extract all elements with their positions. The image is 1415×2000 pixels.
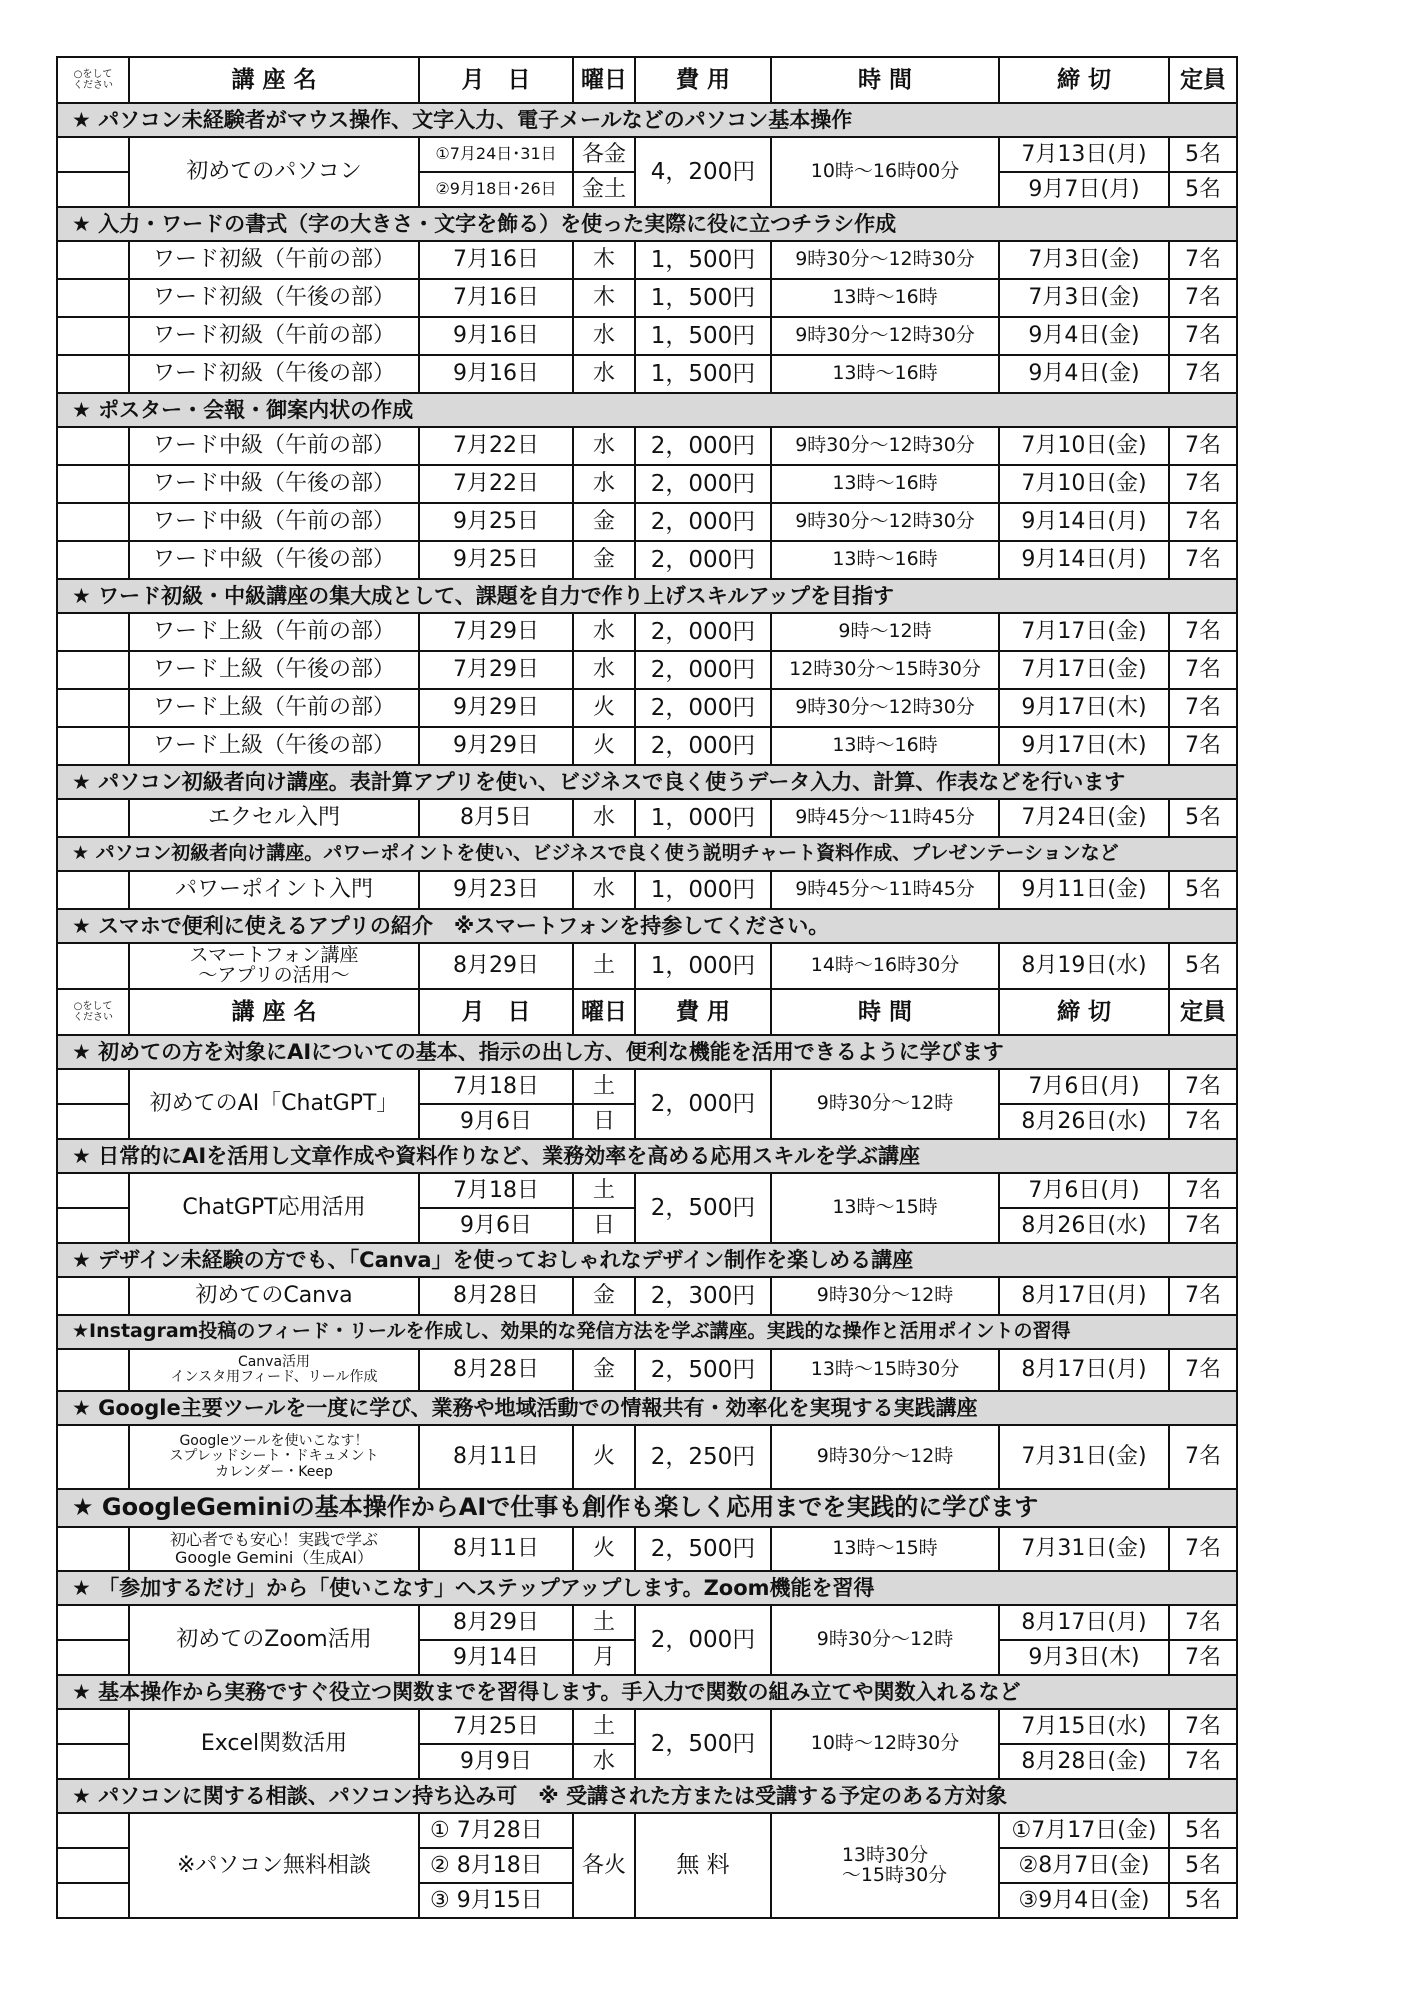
course-day: 水 — [573, 355, 635, 393]
course-time: 13時～16時 — [771, 279, 999, 317]
course-day: 火 — [573, 1425, 635, 1489]
course-time: 10時～12時30分 — [771, 1709, 999, 1779]
course-deadline: 8月17日(月) — [999, 1349, 1169, 1391]
course-date: 9月16日 — [419, 317, 573, 355]
course-time: 9時30分～12時 — [771, 1277, 999, 1315]
table-row — [57, 1069, 1237, 1104]
course-deadline: 7月17日(金) — [999, 613, 1169, 651]
course-capacity: 7名 — [1169, 1277, 1237, 1315]
course-name: ワード初級（午後の部） — [129, 355, 419, 393]
course-fee: 2，500円 — [635, 1709, 771, 1779]
check-box[interactable] — [57, 279, 129, 317]
course-capacity: 5名 — [1169, 172, 1237, 207]
course-date: 7月18日 — [419, 1069, 573, 1104]
course-name: ※パソコン無料相談 — [129, 1813, 419, 1918]
course-capacity: 7名 — [1169, 541, 1237, 579]
table-row — [57, 465, 1237, 503]
table-row — [57, 317, 1237, 355]
table-row — [57, 689, 1237, 727]
section-title: ★ 基本操作から実務ですぐ役立つ関数までを習得します。手入力で関数の組み立てや関数入れるなど — [57, 1675, 1237, 1709]
course-date: 8月29日 — [419, 943, 573, 989]
course-name: エクセル入門 — [129, 799, 419, 837]
course-date: 9月14日 — [419, 1640, 573, 1675]
check-box[interactable] — [57, 943, 129, 989]
course-date: 7月29日 — [419, 613, 573, 651]
course-name: ワード初級（午前の部） — [129, 241, 419, 279]
course-fee: 2，000円 — [635, 689, 771, 727]
course-fee: 無 料 — [635, 1813, 771, 1918]
section-title: ★ デザイン未経験の方でも、「Canva」を使っておしゃれなデザイン制作を楽しめる講座 — [57, 1243, 1237, 1277]
course-capacity: 7名 — [1169, 427, 1237, 465]
course-date: ①7月24日･31日 — [419, 137, 573, 172]
course-capacity: 7名 — [1169, 1527, 1237, 1571]
check-box[interactable] — [57, 799, 129, 837]
section-title: ★ 日常的にAIを活用し文章作成や資料作りなど、業務効率を高める応用スキルを学ぶ講座 — [57, 1139, 1237, 1173]
course-date: 9月25日 — [419, 503, 573, 541]
section-title: ★ GoogleGeminiの基本操作からAIで仕事も創作も楽しく応用までを実践的に学びます — [57, 1489, 1237, 1527]
course-day: 木 — [573, 279, 635, 317]
section-title: ★ 入力・ワードの書式（字の大きさ・文字を飾る）を使った実際に役に立つチラシ作成 — [57, 207, 1237, 241]
course-fee: 1，500円 — [635, 241, 771, 279]
course-deadline: 7月10日(金) — [999, 427, 1169, 465]
table-row — [57, 613, 1237, 651]
course-date: 8月28日 — [419, 1277, 573, 1315]
table-row — [57, 799, 1237, 837]
course-day: 金 — [573, 1349, 635, 1391]
course-fee: 2，300円 — [635, 1277, 771, 1315]
table-row — [57, 1277, 1237, 1315]
course-capacity: 5名 — [1169, 799, 1237, 837]
course-date: 9月16日 — [419, 355, 573, 393]
course-fee: 2，000円 — [635, 727, 771, 765]
course-fee: 1，500円 — [635, 279, 771, 317]
course-fee: 2，250円 — [635, 1425, 771, 1489]
course-day: 水 — [573, 427, 635, 465]
course-date: 7月16日 — [419, 241, 573, 279]
course-deadline: 7月6日(月) — [999, 1173, 1169, 1208]
course-day: 月 — [573, 1640, 635, 1675]
course-day: 土 — [573, 1069, 635, 1104]
table-row — [57, 1813, 1237, 1848]
course-time: 13時～15時30分 — [771, 1349, 999, 1391]
course-name: 初めてのCanva — [129, 1277, 419, 1315]
course-name: パワーポイント入門 — [129, 871, 419, 909]
check-box[interactable] — [57, 1069, 129, 1104]
course-date: 7月22日 — [419, 427, 573, 465]
course-day: 金 — [573, 503, 635, 541]
section-title: ★ パソコンに関する相談、パソコン持ち込み可 ※ 受講された方または受講する予定のある方対象 — [57, 1779, 1237, 1813]
course-day: 水 — [573, 465, 635, 503]
table-row — [57, 427, 1237, 465]
course-name: 初心者でも安心！実践で学ぶ Google Gemini（生成AI） — [129, 1527, 419, 1571]
check-box[interactable] — [57, 1605, 129, 1640]
table-row — [57, 279, 1237, 317]
check-box[interactable] — [57, 1709, 129, 1744]
course-fee: 2，000円 — [635, 1605, 771, 1675]
check-box[interactable] — [57, 1349, 129, 1391]
course-date: ② 8月18日 — [419, 1848, 573, 1883]
header-deadline: 締 切 — [999, 57, 1169, 103]
course-date: 9月9日 — [419, 1744, 573, 1779]
header-date: 月 日 — [419, 989, 573, 1035]
course-day: 各金 — [573, 137, 635, 172]
header-course: 講 座 名 — [129, 989, 419, 1035]
course-date: 8月29日 — [419, 1605, 573, 1640]
header-mark: ○をして ください — [57, 989, 129, 1035]
course-deadline: 8月17日(月) — [999, 1605, 1169, 1640]
course-capacity: 7名 — [1169, 1640, 1237, 1675]
course-day: 金 — [573, 541, 635, 579]
table-row — [57, 943, 1237, 989]
check-box[interactable] — [57, 1813, 129, 1848]
course-day: 各火 — [573, 1813, 635, 1918]
section-title: ★ パソコン未経験者がマウス操作、文字入力、電子メールなどのパソコン基本操作 — [57, 103, 1237, 137]
course-date: 9月25日 — [419, 541, 573, 579]
table-row — [57, 1173, 1237, 1208]
course-deadline: 7月13日(月) — [999, 137, 1169, 172]
course-day: 土 — [573, 1605, 635, 1640]
check-box[interactable] — [57, 689, 129, 727]
course-time: 9時30分～12時 — [771, 1605, 999, 1675]
course-deadline: 7月17日(金) — [999, 651, 1169, 689]
header-fee: 費 用 — [635, 989, 771, 1035]
course-day: 水 — [573, 1744, 635, 1779]
course-capacity: 7名 — [1169, 1069, 1237, 1104]
course-deadline: 9月4日(金) — [999, 355, 1169, 393]
check-box[interactable] — [57, 613, 129, 651]
table-header — [57, 989, 1237, 1035]
table-row — [57, 503, 1237, 541]
check-box[interactable] — [57, 172, 129, 207]
course-fee: 2，500円 — [635, 1173, 771, 1243]
course-name: ワード上級（午前の部） — [129, 613, 419, 651]
course-time: 14時～16時30分 — [771, 943, 999, 989]
course-fee: 2，500円 — [635, 1349, 771, 1391]
course-fee: 2，000円 — [635, 651, 771, 689]
course-deadline: ③9月4日(金) — [999, 1883, 1169, 1918]
check-box[interactable] — [57, 503, 129, 541]
course-name: Excel関数活用 — [129, 1709, 419, 1779]
course-fee: 2，500円 — [635, 1527, 771, 1571]
course-capacity: 7名 — [1169, 727, 1237, 765]
course-deadline: 9月17日(木) — [999, 727, 1169, 765]
course-date: ②9月18日･26日 — [419, 172, 573, 207]
course-deadline: ②8月7日(金) — [999, 1848, 1169, 1883]
header-capacity: 定員 — [1169, 989, 1237, 1035]
table-row — [57, 651, 1237, 689]
course-name: ワード初級（午後の部） — [129, 279, 419, 317]
course-name: Canva活用 インスタ用フィード、リール作成 — [129, 1349, 419, 1391]
course-deadline: 9月4日(金) — [999, 317, 1169, 355]
check-box[interactable] — [57, 317, 129, 355]
section-title: ★ Google主要ツールを一度に学び、業務や地域活動での情報共有・効率化を実現する実践講座 — [57, 1391, 1237, 1425]
course-name: スマートフォン講座 ～アプリの活用～ — [129, 943, 419, 989]
course-date: 9月23日 — [419, 871, 573, 909]
course-date: 7月25日 — [419, 1709, 573, 1744]
course-capacity: 5名 — [1169, 943, 1237, 989]
course-day: 水 — [573, 651, 635, 689]
check-box[interactable] — [57, 427, 129, 465]
course-capacity: 7名 — [1169, 1208, 1237, 1243]
course-fee: 2，000円 — [635, 1069, 771, 1139]
course-name: ワード中級（午前の部） — [129, 503, 419, 541]
course-fee: 2，000円 — [635, 541, 771, 579]
course-capacity: 5名 — [1169, 1848, 1237, 1883]
course-date: 8月11日 — [419, 1527, 573, 1571]
course-name: Googleツールを使いこなす！ スプレッドシート・ドキュメント カレンダー・Keep — [129, 1425, 419, 1489]
check-box[interactable] — [57, 1173, 129, 1208]
course-fee: 1，000円 — [635, 943, 771, 989]
course-fee: 2，000円 — [635, 465, 771, 503]
course-deadline: 8月19日(水) — [999, 943, 1169, 989]
course-deadline: 9月3日(木) — [999, 1640, 1169, 1675]
course-date: 8月5日 — [419, 799, 573, 837]
table-row — [57, 137, 1237, 172]
course-time: 13時～15時 — [771, 1527, 999, 1571]
course-capacity: 7名 — [1169, 1744, 1237, 1779]
course-capacity: 7名 — [1169, 1605, 1237, 1640]
check-box[interactable] — [57, 1640, 129, 1675]
course-fee: 1，500円 — [635, 317, 771, 355]
course-date: 7月18日 — [419, 1173, 573, 1208]
table-header — [57, 57, 1237, 103]
course-day: 水 — [573, 613, 635, 651]
check-box[interactable] — [57, 541, 129, 579]
course-deadline: 7月15日(水) — [999, 1709, 1169, 1744]
course-table — [56, 56, 1238, 1919]
course-date: 9月29日 — [419, 727, 573, 765]
course-date: 7月22日 — [419, 465, 573, 503]
course-name: 初めてのAI「ChatGPT」 — [129, 1069, 419, 1139]
course-deadline: 7月6日(月) — [999, 1069, 1169, 1104]
course-date: 9月6日 — [419, 1104, 573, 1139]
course-fee: 4，200円 — [635, 137, 771, 207]
course-deadline: 9月11日(金) — [999, 871, 1169, 909]
course-time: 13時～16時 — [771, 355, 999, 393]
course-day: 火 — [573, 689, 635, 727]
course-day: 土 — [573, 1173, 635, 1208]
section-title: ★ ポスター・会報・御案内状の作成 — [57, 393, 1237, 427]
course-day: 水 — [573, 871, 635, 909]
course-time: 9時30分～12時 — [771, 1425, 999, 1489]
course-deadline: 7月24日(金) — [999, 799, 1169, 837]
header-day: 曜日 — [573, 57, 635, 103]
course-time: 9時30分～12時30分 — [771, 317, 999, 355]
course-fee: 2，000円 — [635, 427, 771, 465]
course-day: 土 — [573, 943, 635, 989]
course-time: 9時30分～12時30分 — [771, 689, 999, 727]
check-box[interactable] — [57, 1425, 129, 1489]
course-name: 初めてのパソコン — [129, 137, 419, 207]
course-time: 9時30分～12時30分 — [771, 241, 999, 279]
course-capacity: 7名 — [1169, 465, 1237, 503]
course-day: 水 — [573, 799, 635, 837]
course-name: ワード上級（午前の部） — [129, 689, 419, 727]
check-box[interactable] — [57, 1883, 129, 1918]
header-date: 月 日 — [419, 57, 573, 103]
check-box[interactable] — [57, 1744, 129, 1779]
course-time: 13時～15時 — [771, 1173, 999, 1243]
section-title: ★ 「参加するだけ」から「使いこなす」へステップアップします。Zoom機能を習得 — [57, 1571, 1237, 1605]
header-mark: ○をして ください — [57, 57, 129, 103]
course-date: 9月29日 — [419, 689, 573, 727]
section-title: ★ パソコン初級者向け講座。パワーポイントを使い、ビジネスで良く使う説明チャート資料作成、プレゼンテーションなど — [57, 837, 1237, 871]
course-deadline: 8月26日(水) — [999, 1208, 1169, 1243]
table-row — [57, 727, 1237, 765]
course-date: 7月29日 — [419, 651, 573, 689]
course-time: 9時45分～11時45分 — [771, 871, 999, 909]
course-deadline: 8月17日(月) — [999, 1277, 1169, 1315]
course-capacity: 7名 — [1169, 279, 1237, 317]
course-capacity: 7名 — [1169, 651, 1237, 689]
header-time: 時 間 — [771, 989, 999, 1035]
course-capacity: 7名 — [1169, 689, 1237, 727]
table-row — [57, 871, 1237, 909]
course-capacity: 5名 — [1169, 871, 1237, 909]
course-day: 木 — [573, 241, 635, 279]
table-row — [57, 1425, 1237, 1489]
section-title: ★ スマホで便利に使えるアプリの紹介 ※スマートフォンを持参してください。 — [57, 909, 1237, 943]
check-box[interactable] — [57, 1104, 129, 1139]
check-box[interactable] — [57, 727, 129, 765]
course-day: 日 — [573, 1208, 635, 1243]
course-date: ① 7月28日 — [419, 1813, 573, 1848]
course-name: ワード中級（午前の部） — [129, 427, 419, 465]
course-deadline: 8月26日(水) — [999, 1104, 1169, 1139]
course-fee: 1，000円 — [635, 799, 771, 837]
table-row — [57, 1527, 1237, 1571]
course-deadline: 7月3日(金) — [999, 279, 1169, 317]
check-box[interactable] — [57, 137, 129, 172]
course-deadline: 8月28日(金) — [999, 1744, 1169, 1779]
course-name: ワード上級（午後の部） — [129, 727, 419, 765]
course-date: 8月11日 — [419, 1425, 573, 1489]
course-deadline: 9月14日(月) — [999, 541, 1169, 579]
course-day: 水 — [573, 317, 635, 355]
check-box[interactable] — [57, 241, 129, 279]
course-name: ワード中級（午後の部） — [129, 465, 419, 503]
course-deadline: ①7月17日(金) — [999, 1813, 1169, 1848]
course-capacity: 7名 — [1169, 317, 1237, 355]
course-fee: 1，000円 — [635, 871, 771, 909]
section-title: ★ パソコン初級者向け講座。表計算アプリを使い、ビジネスで良く使うデータ入力、計算、作表などを行います — [57, 765, 1237, 799]
course-name: ワード上級（午後の部） — [129, 651, 419, 689]
course-day: 火 — [573, 1527, 635, 1571]
course-name: ワード中級（午後の部） — [129, 541, 419, 579]
course-day: 火 — [573, 727, 635, 765]
table-row — [57, 241, 1237, 279]
course-time: 13時～16時 — [771, 541, 999, 579]
course-capacity: 7名 — [1169, 1173, 1237, 1208]
course-deadline: 9月17日(木) — [999, 689, 1169, 727]
course-capacity: 7名 — [1169, 1709, 1237, 1744]
course-day: 土 — [573, 1709, 635, 1744]
course-capacity: 7名 — [1169, 503, 1237, 541]
header-capacity: 定員 — [1169, 57, 1237, 103]
check-box[interactable] — [57, 1527, 129, 1571]
course-deadline: 7月10日(金) — [999, 465, 1169, 503]
check-box[interactable] — [57, 651, 129, 689]
section-title: ★Instagram投稿のフィード・リールを作成し、効果的な発信方法を学ぶ講座。実践的な操作と活用ポイントの習得 — [57, 1315, 1237, 1349]
course-date: 9月6日 — [419, 1208, 573, 1243]
course-deadline: 9月7日(月) — [999, 172, 1169, 207]
course-day: 日 — [573, 1104, 635, 1139]
course-fee: 1，500円 — [635, 355, 771, 393]
course-deadline: 9月14日(月) — [999, 503, 1169, 541]
course-time: 12時30分～15時30分 — [771, 651, 999, 689]
section-title: ★ 初めての方を対象にAIについての基本、指示の出し方、便利な機能を活用できるように学びます — [57, 1035, 1237, 1069]
course-capacity: 5名 — [1169, 1813, 1237, 1848]
header-day: 曜日 — [573, 989, 635, 1035]
course-capacity: 7名 — [1169, 1104, 1237, 1139]
course-schedule-sheet — [56, 56, 1236, 1919]
table-row — [57, 355, 1237, 393]
header-fee: 費 用 — [635, 57, 771, 103]
course-time: 9時～12時 — [771, 613, 999, 651]
course-deadline: 7月3日(金) — [999, 241, 1169, 279]
course-deadline: 7月31日(金) — [999, 1527, 1169, 1571]
section-title: ★ ワード初級・中級講座の集大成として、課題を自力で作り上げスキルアップを目指す — [57, 579, 1237, 613]
check-box[interactable] — [57, 1208, 129, 1243]
check-box[interactable] — [57, 465, 129, 503]
table-row — [57, 1349, 1237, 1391]
course-capacity: 7名 — [1169, 1349, 1237, 1391]
check-box[interactable] — [57, 871, 129, 909]
course-capacity: 7名 — [1169, 241, 1237, 279]
course-day: 金 — [573, 1277, 635, 1315]
course-time: 9時30分～12時30分 — [771, 503, 999, 541]
course-date: 7月16日 — [419, 279, 573, 317]
table-row — [57, 1709, 1237, 1744]
course-date: ③ 9月15日 — [419, 1883, 573, 1918]
course-name: 初めてのZoom活用 — [129, 1605, 419, 1675]
check-box[interactable] — [57, 355, 129, 393]
course-date: 8月28日 — [419, 1349, 573, 1391]
course-name: ワード初級（午前の部） — [129, 317, 419, 355]
check-box[interactable] — [57, 1848, 129, 1883]
course-time: 9時30分～12時30分 — [771, 427, 999, 465]
table-row — [57, 1605, 1237, 1640]
course-time: 13時～16時 — [771, 727, 999, 765]
course-capacity: 7名 — [1169, 1425, 1237, 1489]
header-course: 講 座 名 — [129, 57, 419, 103]
header-deadline: 締 切 — [999, 989, 1169, 1035]
course-time: 9時45分～11時45分 — [771, 799, 999, 837]
course-deadline: 7月31日(金) — [999, 1425, 1169, 1489]
header-time: 時 間 — [771, 57, 999, 103]
course-fee: 2，000円 — [635, 503, 771, 541]
course-time: 13時30分 ～15時30分 — [771, 1813, 999, 1918]
course-time: 13時～16時 — [771, 465, 999, 503]
course-capacity: 5名 — [1169, 137, 1237, 172]
course-day: 金土 — [573, 172, 635, 207]
course-time: 9時30分～12時 — [771, 1069, 999, 1139]
table-row — [57, 541, 1237, 579]
check-box[interactable] — [57, 1277, 129, 1315]
course-name: ChatGPT応用活用 — [129, 1173, 419, 1243]
course-capacity: 7名 — [1169, 355, 1237, 393]
course-time: 10時～16時00分 — [771, 137, 999, 207]
course-capacity: 7名 — [1169, 613, 1237, 651]
course-fee: 2，000円 — [635, 613, 771, 651]
course-capacity: 5名 — [1169, 1883, 1237, 1918]
